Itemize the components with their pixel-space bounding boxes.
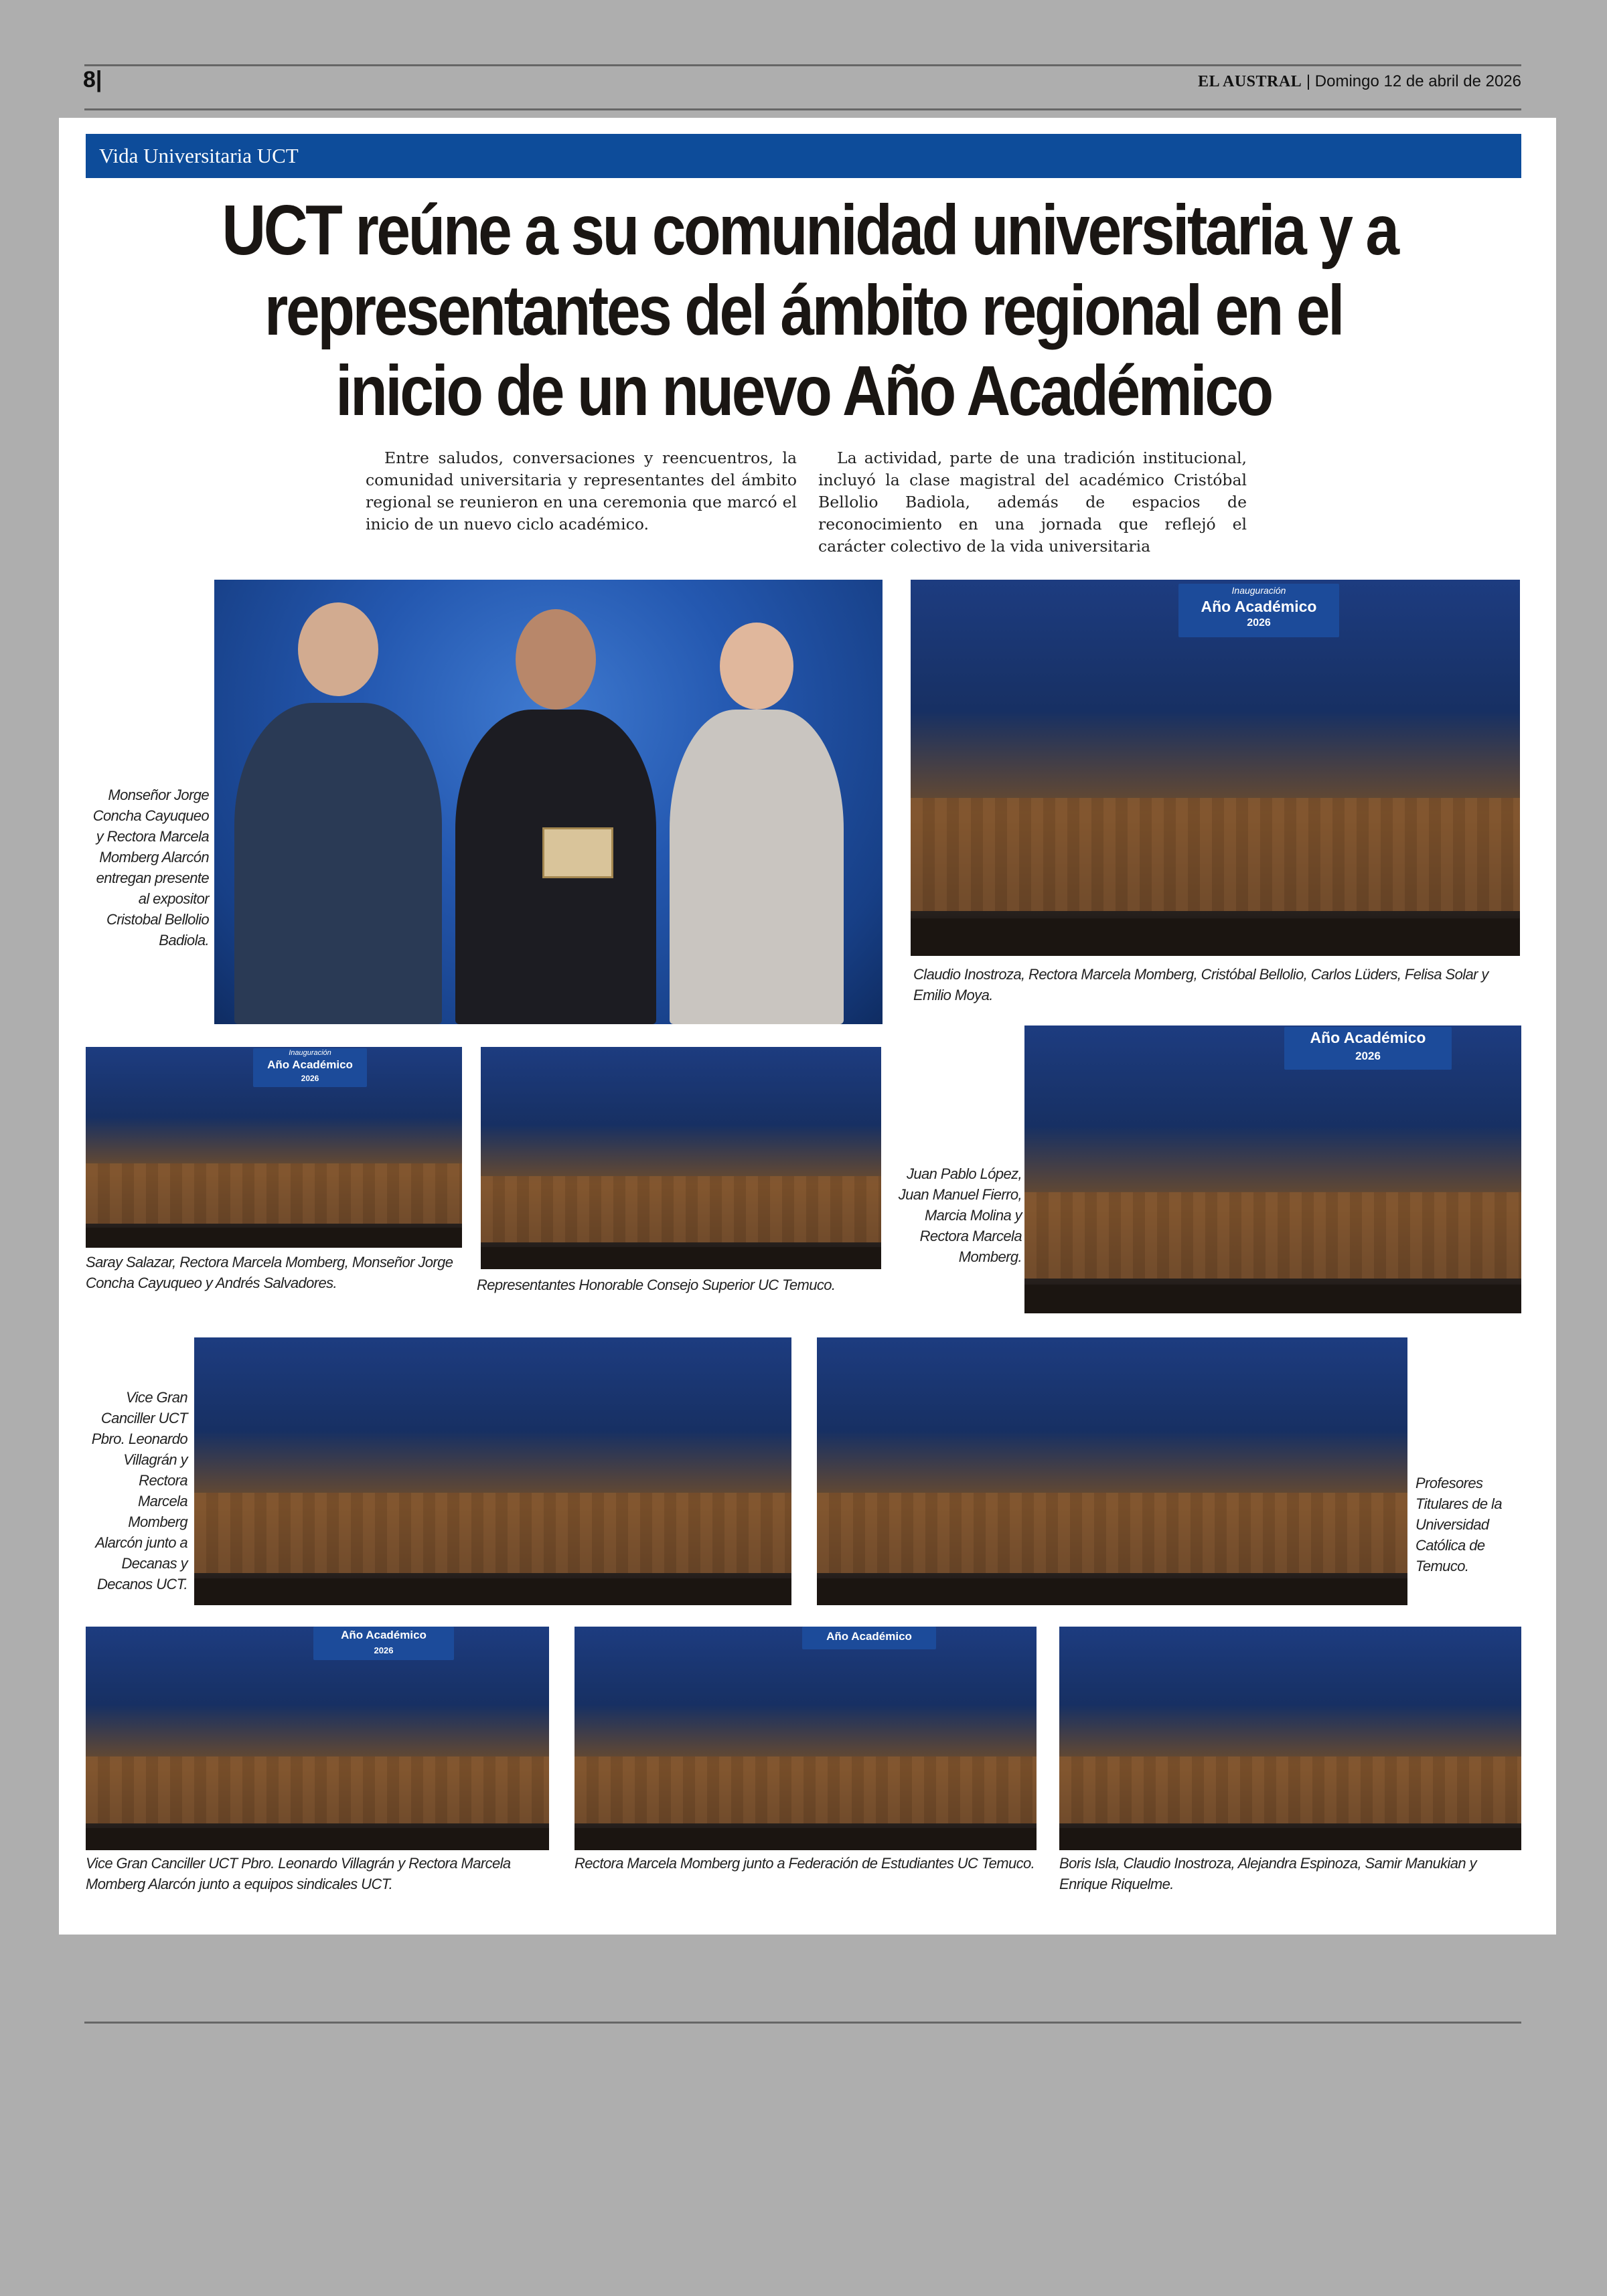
page-number: 8| (83, 67, 102, 92)
lead-paragraph-left: Entre saludos, conversaciones y reencuentros, la comunidad universitaria y representantes del ámbito regional se reunieron en una ceremonia que marcó el inicio de un nuevo ciclo académico. (366, 448, 797, 534)
header-publication: EL AUSTRAL | Domingo 12 de abril de 2026 (1198, 72, 1521, 90)
publication-name: EL AUSTRAL (1198, 73, 1302, 90)
photo-saray-salazar-group (86, 1047, 462, 1248)
photo-consejo-superior (481, 1047, 881, 1269)
headline-line-1: UCT reúne a su comunidad universitaria y a (222, 191, 1397, 270)
headline-line-3: inicio de un nuevo Año Académico (335, 351, 1272, 430)
header-bottom-rule (84, 108, 1521, 110)
person-figure (234, 602, 442, 1024)
lead-paragraph-right: La actividad, parte de una tradición institucional, incluyó la clase magistral del académico Cristóbal Bellolio Badiola, además de espacios de reconocimiento en una jornada que reflejó el carácter colectivo de la vida universitaria (818, 448, 1247, 556)
event-banner (1178, 584, 1339, 637)
header-top-rule (84, 64, 1521, 66)
photo-juan-pablo-lopez-group (1024, 1026, 1521, 1313)
caption-photo-2: Claudio Inostroza, Rectora Marcela Momberg, Cristóbal Bellolio, Carlos Lüders, Felisa Solar y Emilio Moya. (913, 966, 1488, 1003)
caption-photo-1: Monseñor Jorge Concha Cayuqueo y Rectora Marcela Momberg Alarcón entregan presente al expositor Cristobal Bellolio Badiola. (92, 787, 209, 949)
event-banner: Año Académico 2026 (313, 1627, 454, 1660)
photo-boris-isla-group (1059, 1627, 1521, 1850)
banner-title: Año Académico (1201, 598, 1317, 615)
banner-script: Inauguración (1231, 585, 1286, 596)
section-bar: Vida Universitaria UCT (86, 134, 1521, 178)
caption-photo-7: Profesores Titulares de la Universidad Católica de Temuco. (1415, 1475, 1502, 1574)
photo-decanas-decanos (194, 1337, 791, 1605)
plaque (542, 827, 613, 878)
event-banner: Inauguración Año Académico 2026 (253, 1048, 367, 1087)
event-banner: Año Académico 2026 (1284, 1027, 1452, 1070)
caption-photo-9: Rectora Marcela Momberg junto a Federación de Estudiantes UC Temuco. (575, 1855, 1035, 1872)
person-figure (455, 609, 656, 1024)
event-banner: Año Académico (802, 1627, 936, 1649)
headline-line-2: representantes del ámbito regional en el (264, 271, 1343, 350)
photo-federacion-estudiantes (575, 1627, 1037, 1850)
footer-rule (84, 2022, 1521, 2024)
photo-equipos-sindicales (86, 1627, 549, 1850)
caption-photo-6: Vice Gran Canciller UCT Pbro. Leonardo Villagrán y Rectora Marcela Momberg Alarcón junto a Decanas y Decanos UCT. (91, 1389, 187, 1592)
photo-profesores-titulares (817, 1337, 1407, 1605)
photo-award-handover (214, 580, 883, 1024)
photo-group-six (911, 580, 1520, 956)
caption-photo-5: Juan Pablo López, Juan Manuel Fierro, Marcia Molina y Rectora Marcela Momberg. (898, 1165, 1022, 1265)
caption-photo-10: Boris Isla, Claudio Inostroza, Alejandra Espinoza, Samir Manukian y Enrique Riquelme. (1059, 1855, 1476, 1892)
caption-photo-8: Vice Gran Canciller UCT Pbro. Leonardo Villagrán y Rectora Marcela Momberg Alarcón junto a equipos sindicales UCT. (86, 1855, 511, 1892)
headline (127, 190, 1480, 431)
banner-year: 2026 (1247, 617, 1271, 629)
person-figure (670, 623, 844, 1024)
publication-date: Domingo 12 de abril de 2026 (1314, 72, 1521, 90)
caption-photo-4: Representantes Honorable Consejo Superior UC Temuco. (477, 1277, 836, 1293)
caption-photo-3: Saray Salazar, Rectora Marcela Momberg, Monseñor Jorge Concha Cayuqueo y Andrés Salvadores. (86, 1254, 453, 1291)
